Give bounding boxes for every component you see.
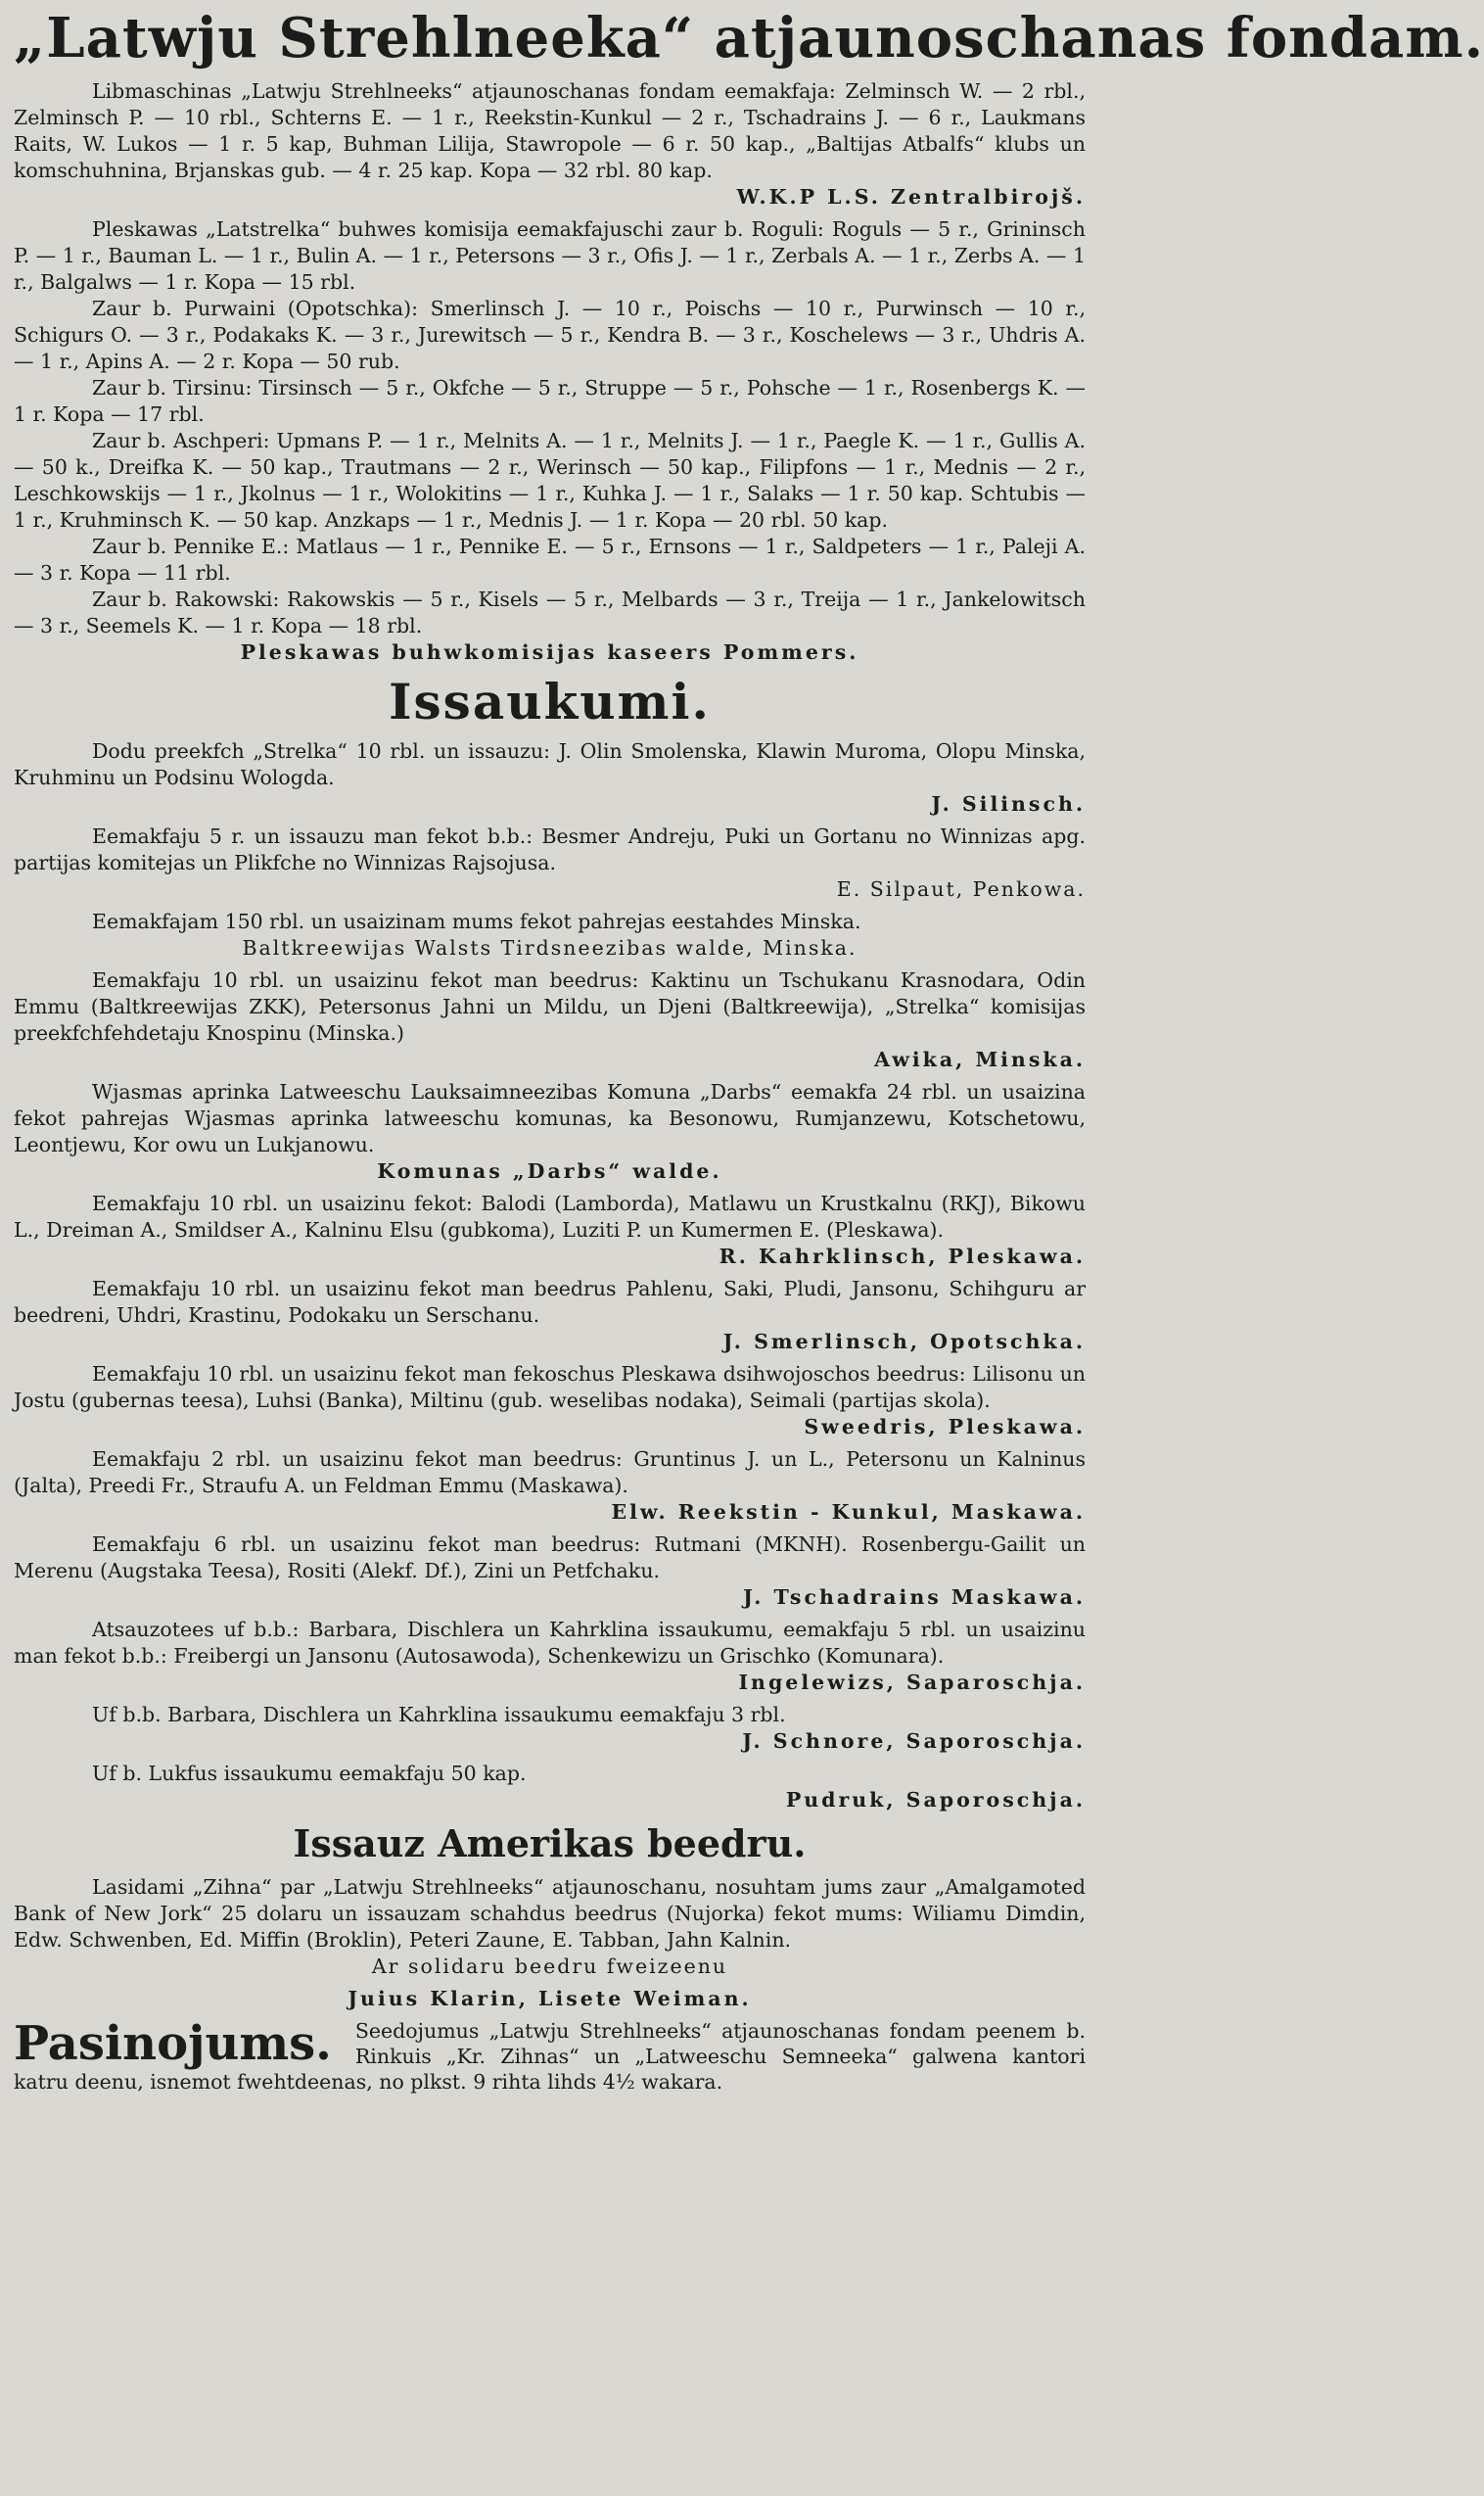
page-headline: „Latwju Strehlneeka“ atjaunoschanas fondam.: [14, 6, 1484, 71]
call-signature: J. Tschadrains Maskawa.: [743, 1585, 1086, 1609]
notice-heading: Pasinojums.: [14, 2016, 332, 2071]
call-signature: E. Silpaut, Penkowa.: [836, 877, 1086, 901]
call-text: Eemakfaju 10 rbl. un usaizinu fekot man beedrus: Kaktinu un Tschukanu Krasnodara, Odin Emmu (Baltkreewijas ZKK), Petersonus Jahni un Mildu, un Djeni (Baltkreewija), „Strelka“ komisijas preekfchfehdetaju Knospinu (Minska.): [14, 968, 1086, 1045]
call-text: Dodu preekfch „Strelka“ 10 rbl. un issauzu: J. Olin Smolenska, Klawin Muroma, Olopu Minska, Kruhminu un Podsinu Wologda.: [14, 739, 1086, 789]
call-signature: Sweedris, Pleskawa.: [804, 1415, 1086, 1438]
fund-paragraph: Pleskawas „Latstrelka“ buhwes komisija eemakfajuschi zaur b. Roguli: Roguls — 5 r., Grininsch P. — 1 r., Bauman L. — 1 r., Bulin A. — 1 r., Petersons — 3 r., Ofis J. — 1 r., Zerbals A. — 1 r., Zerbs A. — 1 r., Balgalws — 1 r. Kopa — 15 rbl.: [14, 217, 1086, 294]
fund-section: [14, 78, 1086, 666]
call-signature: J. Smerlinsch, Opotschka.: [722, 1330, 1086, 1353]
fund-paragraph: Zaur b. Purwaini (Opotschka): Smerlinsch J. — 10 r., Poischs — 10 r., Purwinsch — 10 r., Schigurs O. — 3 r., Podakaks K. — 3 r., Jurewitsch — 5 r., Kendra B. — 3 r., Koschelews — 3 r., Uhdris A.— 1 r., Apins A. — 2 r. Kopa — 50 rub.: [14, 297, 1086, 373]
calls-heading: Issaukumi.: [389, 673, 711, 730]
call-text: Eemakfaju 10 rbl. un usaizinu fekot: Balodi (Lamborda), Matlawu un Krustkalnu (RKJ), Bikowu L., Dreiman A., Smildser A., Kalninu Elsu (gubkoma), Luziti P. un Kumermen E. (Pleskawa).: [14, 1192, 1086, 1242]
call-signature: Elw. Reekstin - Kunkul, Maskawa.: [611, 1500, 1086, 1524]
call-text: Wjasmas aprinka Latweeschu Lauksaimneezibas Komuna „Darbs“ eemakfa 24 rbl. un usaizina fekot pahrejas Wjasmas aprinka latweeschu komunas, ka Besonowu, Rumjanzewu, Kotschetowu, Leontjewu, Kor owu un Lukjanowu.: [14, 1080, 1086, 1156]
call-text: Atsauzotees uf b.b.: Barbara, Dischlera un Kahrklina issaukumu, eemakfaju 5 rbl. un usaizinu man fekot b.b.: Freibergi un Jansonu (Autosawoda), Schenkewizu un Grischko (Komunara).: [14, 1618, 1086, 1668]
fund-paragraph: Zaur b. Aschperi: Upmans P. — 1 r., Melnits A. — 1 r., Melnits J. — 1 r., Paegle K. — 1 r., Gullis A. — 50 k., Dreifka K. — 50 kap., Trautmans — 2 r., Werinsch — 50 kap., Filipfons — 1 r., Mednis — 2 r., Leschkowskijs — 1 r., Jkolnus — 1 r., Wolokitins — 1 r., Kuhka J. — 1 r., Salaks — 1 r. 50 kap. Schtubis — 1 r., Kruhminsch K. — 50 kap. Anzkaps — 1 r., Mednis J. — 1 r. Kopa — 20 rbl. 50 kap.: [14, 429, 1086, 532]
call-signature: J. Schnore, Saporoschja.: [742, 1729, 1086, 1753]
america-heading: Issauz Amerikas beedru.: [293, 1821, 807, 1865]
notice-text: Seedojumus „Latwju Strehlneeks“ atjaunoschanas fondam peenem b. Rinkuis „Kr. Zihnas“ un „Latweeschu Semneeka“ galwena kantori katru deenu, isnemot fwehtdeenas, no plkst. 9 rihta lihds 4½ wakara.: [14, 2019, 1086, 2094]
notice-section: [14, 2018, 1086, 2095]
fund-signature: W.K.P L.S. Zentralbirojš.: [736, 185, 1086, 209]
call-text: Uf b. Lukfus issaukumu eemakfaju 50 kap.: [92, 1762, 527, 1785]
fund-signature: Pleskawas buhwkomisijas kaseers Pommers.: [240, 640, 859, 664]
fund-paragraph: Zaur b. Rakowski: Rakowskis — 5 r., Kisels — 5 r., Melbards — 3 r., Treija — 1 r., Jankelowitsch — 3 r., Seemels K. — 1 r. Kopa — 18 rbl.: [14, 588, 1086, 637]
fund-paragraph: Zaur b. Pennike E.: Matlaus — 1 r., Pennike E. — 5 r., Ernsons — 1 r., Saldpeters — 1 r., Paleji A. — 3 r. Kopa — 11 rbl.: [14, 535, 1086, 585]
call-signature: Awika, Minska.: [874, 1048, 1086, 1071]
call-text: Uf b.b. Barbara, Dischlera un Kahrklina issaukumu eemakfaju 3 rbl.: [92, 1703, 786, 1726]
calls-section: [14, 738, 1086, 1813]
call-text: Eemakfaju 6 rbl. un usaizinu fekot man beedrus: Rutmani (MKNH). Rosenbergu-Gailit un Merenu (Augstaka Teesa), Rositi (Alekf. Df.), Zini un Petfchaku.: [14, 1532, 1086, 1582]
america-signature: Juius Klarin, Lisete Weiman.: [348, 1987, 752, 2010]
fund-paragraph: Libmaschinas „Latwju Strehlneeks“ atjaunoschanas fondam eemakfaja: Zelminsch W. — 2 rbl., Zelminsch P. — 10 rbl., Schterns E. — 1 r., Reekstin-Kunkul — 2 r., Tschadrains J. — 6 r., Laukmans Raits, W. Lukos — 1 r. 5 kap, Buhman Lilija, Stawropole — 6 r. 50 kap., „Baltijas Atbalfs“ klubs un komschuhnina, Brjanskas gub. — 4 r. 25 kap. Kopa — 32 rbl. 80 kap.: [14, 79, 1086, 182]
call-signature: R. Kahrklinsch, Pleskawa.: [719, 1245, 1086, 1268]
call-signature: Baltkreewijas Walsts Tirdsneezibas walde, Minska.: [242, 936, 858, 960]
call-text: Eemakfaju 10 rbl. un usaizinu fekot man beedrus Pahlenu, Saki, Pludi, Jansonu, Schihguru ar beedreni, Uhdri, Krastinu, Podokaku un Serschanu.: [14, 1277, 1086, 1327]
america-section: [14, 1874, 1086, 2012]
call-signature: Komunas „Darbs“ walde.: [377, 1159, 722, 1183]
america-greeting: Ar solidaru beedru fweizeenu: [371, 1954, 728, 1978]
call-signature: J. Silinsch.: [931, 792, 1086, 816]
call-text: Eemakfaju 10 rbl. un usaizinu fekot man fekoschus Pleskawa dsihwojoschos beedrus: Lilisonu un Jostu (gubernas teesa), Luhsi (Banka), Miltinu (gub. weselibas nodaka), Seimali (partijas skola).: [14, 1362, 1086, 1412]
call-text: Eemakfaju 5 r. un issauzu man fekot b.b.: Besmer Andreju, Puki un Gortanu no Winnizas apg. partijas komitejas un Plikfche no Winnizas Rajsojusa.: [14, 824, 1086, 874]
call-text: Eemakfajam 150 rbl. un usaizinam mums fekot pahrejas eestahdes Minska.: [92, 910, 861, 933]
call-signature: Pudruk, Saporoschja.: [785, 1788, 1086, 1812]
call-text: Eemakfaju 2 rbl. un usaizinu fekot man beedrus: Gruntinus J. un L., Petersonu un Kalninus (Jalta), Preedi Fr., Straufu A. un Feldman Emmu (Maskawa).: [14, 1447, 1086, 1497]
fund-paragraph: Zaur b. Tirsinu: Tirsinsch — 5 r., Okfche — 5 r., Struppe — 5 r., Pohsche — 1 r., Rosenbergs K. — 1 r. Kopa — 17 rbl.: [14, 376, 1086, 426]
call-signature: Ingelewizs, Saparoschja.: [738, 1671, 1086, 1694]
america-text: Lasidami „Zihna“ par „Latwju Strehlneeks“ atjaunoschanu, nosuhtam jums zaur „Amalgamoted Bank of New Jork“ 25 dolaru un issauzam schahdus beedrus (Nujorka) fekot mums: Wiliamu Dimdin, Edw. Schwenben, Ed. Miffin (Broklin), Peteri Zaune, E. Tabban, Jahn Kalnin.: [14, 1875, 1086, 1952]
